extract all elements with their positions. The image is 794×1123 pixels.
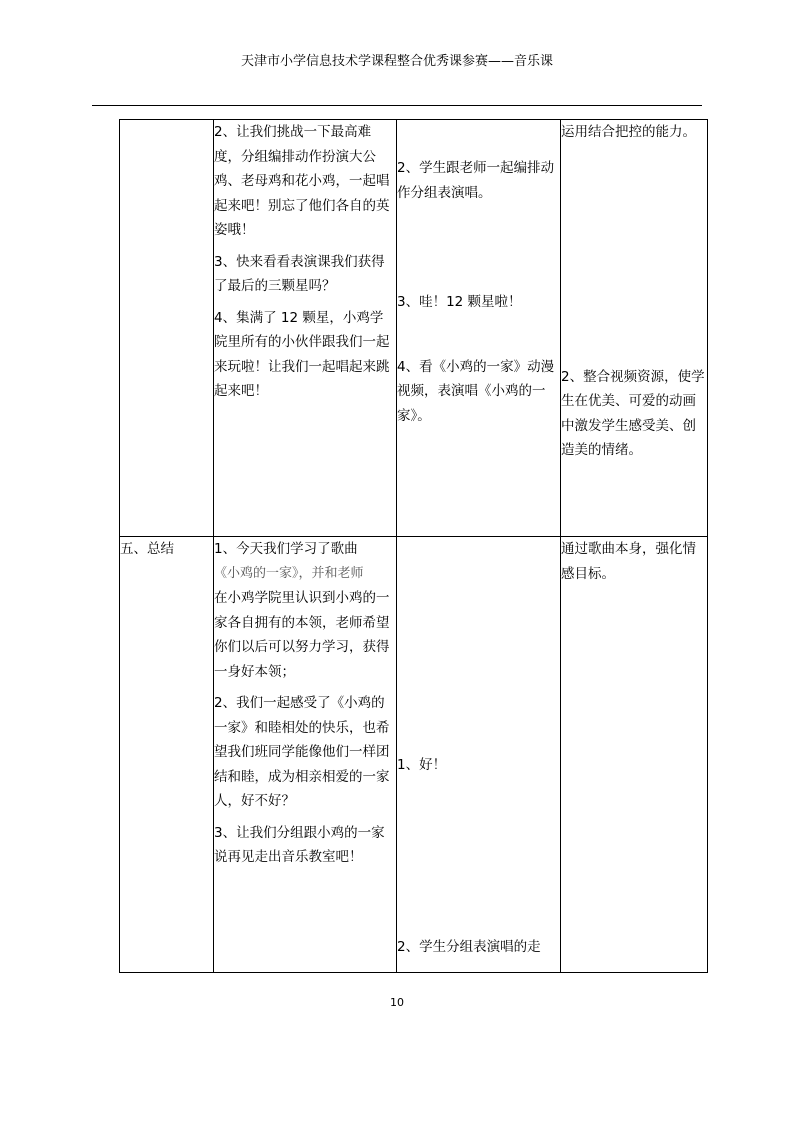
teacher-activity-cell	[214, 120, 397, 537]
design-intent-cell	[561, 537, 708, 973]
stage-cell	[120, 120, 214, 537]
header-divider	[92, 105, 702, 106]
design-intent-cell	[561, 120, 708, 537]
stage-label: 五、总结	[120, 541, 174, 557]
teacher-step: 4、集满了 12 颗星，小鸡学院里所有的小伙伴跟我们一起来玩啦！让我们一起唱起来跳起来吧！	[214, 309, 390, 399]
table-row	[120, 120, 708, 537]
student-step: 4、看《小鸡的一家》动漫视频，表演唱《小鸡的一家》。	[397, 358, 555, 424]
student-step: 3、哇！12 颗星啦！	[397, 294, 522, 310]
song-title-line: 《小鸡的一家》，并和老师	[214, 565, 364, 581]
teacher-step: 在小鸡学院里认识到小鸡的一家各自拥有的本领，老师希望你们以后可以努力学习，获得一身好本领；	[214, 590, 390, 680]
student-step: 1、好！	[397, 757, 447, 773]
page-number: 10	[390, 996, 404, 1009]
teacher-activity-cell	[214, 537, 397, 973]
page-header-title: 天津市小学信息技术学课程整合优秀课参赛——音乐课	[240, 54, 553, 69]
teacher-step: 3、快来看看表演课我们获得了最后的三颗星吗？	[214, 253, 385, 294]
student-activity-cell	[397, 120, 561, 537]
teacher-step: 3、让我们分组跟小鸡的一家说再见走出音乐教室吧！	[214, 824, 385, 865]
student-step: 2、学生跟老师一起编排动作分组表演唱。	[397, 160, 555, 201]
intent-note: 2、整合视频资源，使学生在优美、可爱的动画中激发学生感受美、创造美的情绪。	[561, 368, 705, 458]
stage-cell	[120, 537, 214, 973]
intent-note: 运用结合把控的能力。	[561, 124, 696, 140]
teacher-step: 2、我们一起感受了《小鸡的一家》和睦相处的快乐，也希望我们班同学能像他们一样团结和睦，成为相亲相爱的一家人，好不好？	[214, 695, 390, 809]
teacher-step: 1、今天我们学习了歌曲	[214, 541, 358, 557]
student-step: 2、学生分组表演唱的走	[397, 938, 541, 955]
table-row	[120, 537, 708, 973]
intent-note: 通过歌曲本身，强化情感目标。	[561, 541, 696, 582]
lesson-plan-table	[119, 119, 708, 973]
teacher-step: 2、让我们挑战一下最高难度，分组编排动作扮演大公鸡、老母鸡和花小鸡，一起唱起来吧！别忘了他们各自的英姿哦！	[214, 124, 390, 238]
student-activity-cell	[397, 537, 561, 973]
